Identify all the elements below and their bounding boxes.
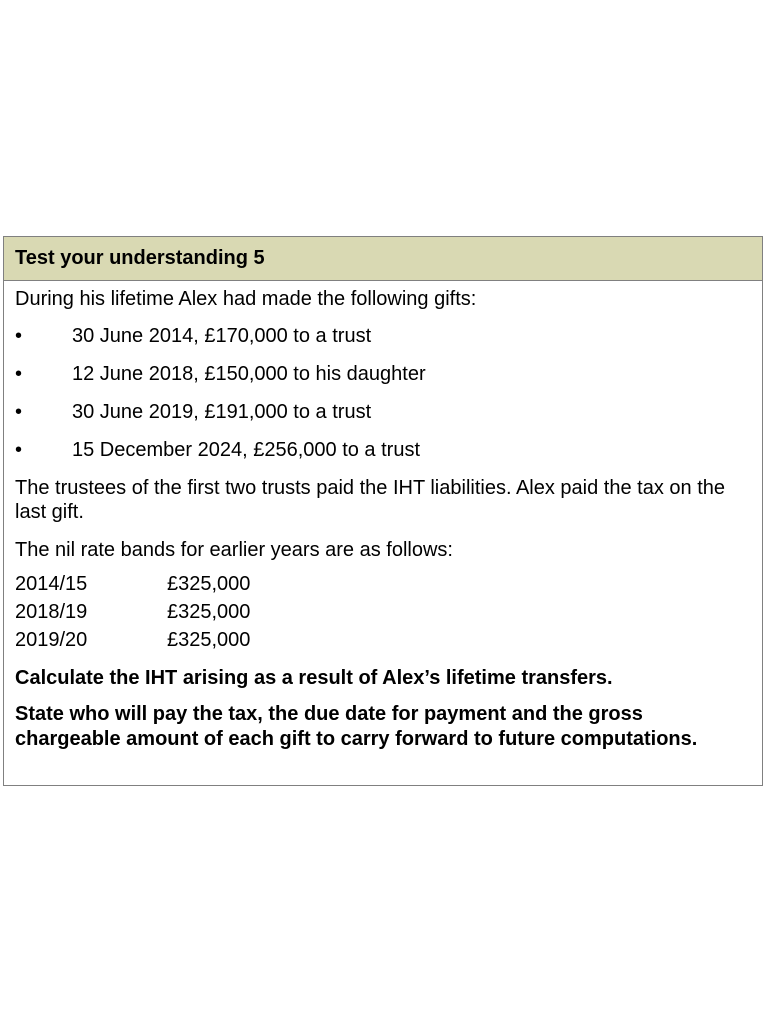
list-item [15, 362, 750, 386]
gift-text: 30 June 2014, £170,000 to a trust [72, 325, 372, 347]
gift-text: 30 June 2019, £191,000 to a trust [72, 401, 372, 423]
gift-text: 15 December 2024, £256,000 to a trust [72, 439, 421, 461]
requirement-2: State who will pay the tax, the due date for payment and the gross chargeable amount of each gift to carry forward to future computations. [15, 703, 698, 750]
nil-rate-band-table [15, 570, 250, 654]
bullet-icon: • [15, 363, 23, 385]
box-body [4, 281, 762, 752]
test-your-understanding-box [3, 236, 763, 786]
bullet-icon: • [15, 401, 23, 423]
table-row [15, 598, 250, 626]
list-item [15, 324, 750, 348]
nrb-intro: The nil rate bands for earlier years are as follows: [15, 539, 453, 561]
intro-text: During his lifetime Alex had made the following gifts: [15, 288, 477, 310]
nrb-amount: £325,000 [167, 601, 251, 623]
box-header [4, 237, 762, 281]
list-item [15, 438, 750, 462]
trustees-note: The trustees of the first two trusts paid the IHT liabilities. Alex paid the tax on the last gift. [15, 477, 725, 523]
bullet-icon: • [15, 439, 23, 461]
requirement-1: Calculate the IHT arising as a result of Alex’s lifetime transfers. [15, 667, 613, 689]
nrb-year: 2019/20 [15, 629, 88, 651]
bullet-icon: • [15, 325, 23, 347]
gifts-list [15, 324, 750, 462]
table-row [15, 626, 250, 654]
box-title: Test your understanding 5 [15, 247, 265, 269]
nrb-year: 2018/19 [15, 601, 88, 623]
table-row [15, 570, 250, 598]
nrb-amount: £325,000 [167, 629, 251, 651]
nrb-amount: £325,000 [167, 573, 251, 595]
gift-text: 12 June 2018, £150,000 to his daughter [72, 363, 426, 385]
nrb-year: 2014/15 [15, 573, 88, 595]
list-item [15, 400, 750, 424]
